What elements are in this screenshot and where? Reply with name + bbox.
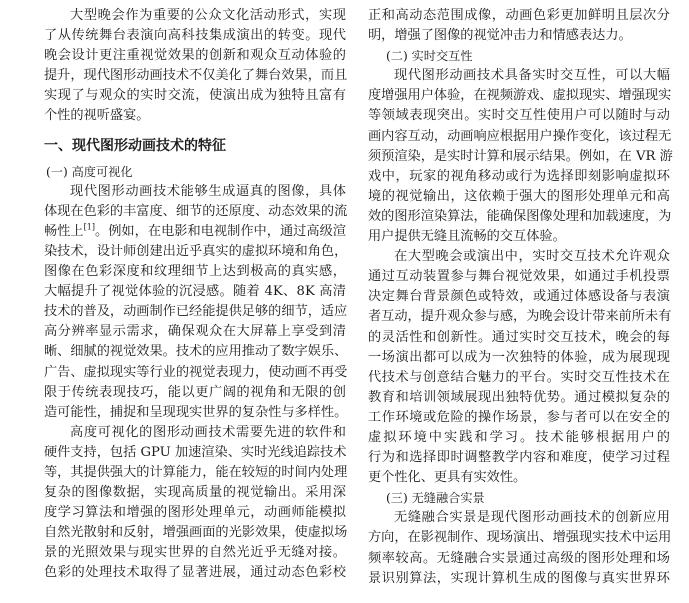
subheading-realtime-interaction: (二) 实时交互性 xyxy=(386,49,473,64)
text-fragment: 畅性上 xyxy=(44,223,84,239)
text-line: 决定舞台背景颜色或特效，或通过体感设备与表演 xyxy=(368,289,670,305)
text-line: 提升，现代图形动画技术不仅美化了舞台效果，而且 xyxy=(44,68,348,84)
subheading-seamless-fusion: (三) 无缝融合实景 xyxy=(386,491,485,506)
text-line: 效的图形渲染算法，能确保图像处理和加载速度，为 xyxy=(368,208,672,224)
text-line: 广告、虚拟现实等行业的视觉表现力，使动画不再受 xyxy=(44,364,348,380)
text-line: 教育和培训领域展现出独特优势。通过模拟复杂的 xyxy=(368,389,670,405)
intro-paragraph xyxy=(44,6,346,127)
continued-paragraph xyxy=(368,6,670,46)
text-line: 实现了与观众的实时交流，使演出成为独特且富有 xyxy=(44,88,346,104)
text-line: 在大型晚会或演出中，实时交互技术允许观众 xyxy=(394,249,670,265)
text-line: 更个性化、更具有实效性。 xyxy=(368,470,527,486)
text-line: 晚会设计更注重视觉效果的创新和观众互动体验的 xyxy=(44,48,346,64)
text-line: 大幅提升了视觉体验的沉浸感。随着 4K、8K 高清 xyxy=(44,284,346,300)
text-line: 代技术与创意结合魅力的平台。实时交互性技术在 xyxy=(368,369,670,385)
text-line: 无缝融合实景是现代图形动画技术的创新应用 xyxy=(394,510,670,526)
text-line: 画内容互动，动画响应根据用户操作变化，该过程无 xyxy=(368,128,672,144)
text-line: 技术的普及，动画制作已经能提供足够的细节，适应 xyxy=(44,304,348,320)
text-line: 了从传统舞台表演向高科技集成演出的转变。现代 xyxy=(44,28,346,44)
text-line-with-citation xyxy=(44,222,346,242)
text-line: 戏中，玩家的视角移动或行为选择即刻影响虚拟环 xyxy=(368,168,670,184)
text-line: 限于传统表现技巧，能以更广阔的视角和无限的创 xyxy=(44,384,346,400)
text-line: 晰、细腻的视觉效果。技术的应用推动了数字娱乐、 xyxy=(44,344,348,360)
text-line: 境的视觉输出，这依赖于强大的图形处理单元和高 xyxy=(368,188,670,204)
text-line: 个性的视听盛宴。 xyxy=(44,108,150,124)
text-line: 虚拟环境中实践和学习。技术能够根据用户的 xyxy=(368,429,670,445)
text-line: 色彩的处理技术取得了显著进展，通过动态色彩校 xyxy=(44,565,346,581)
section-heading: 一、现代图形动画技术的特征 xyxy=(44,137,226,154)
hardware-paragraph xyxy=(44,423,346,584)
text-line: 造可能性，捕捉和呈现现实世界的复杂性与多样性。 xyxy=(44,404,348,420)
text-line: 一场演出都可以成为一次独特的体验，成为展现现 xyxy=(368,349,670,365)
text-line: 现代图形动画技术能够生成逼真的图像，具体 xyxy=(70,183,346,199)
interaction-paragraph xyxy=(368,66,673,247)
text-fragment: 。例如，在电影和电视制作中，通过高级渲 xyxy=(94,223,347,239)
text-line: 染技术，设计师创建出近乎真实的虚拟环境和角色， xyxy=(44,243,348,259)
text-line: 用户提供无缝且流畅的交互体验。 xyxy=(368,229,566,245)
text-line: 图像在色彩深度和纹理细节上达到极高的真实感， xyxy=(44,264,346,280)
text-line: 明，增强了图像的视觉冲击力和情感表达力。 xyxy=(368,28,632,44)
text-line: 工作环境或危险的操作场景，参与者可以在安全的 xyxy=(368,409,670,425)
subheading-high-visualization: (一) 高度可视化 xyxy=(46,164,133,179)
visualization-paragraph xyxy=(44,182,346,423)
text-line: 通过互动装置参与舞台视觉效果，如通过手机投票 xyxy=(368,269,670,285)
text-line: 高度可视化的图形动画技术需要先进的软件和 xyxy=(70,424,346,440)
text-line: 者互动，提升观众参与感，为晚会设计带来前所未有 xyxy=(368,309,672,325)
text-line: 行为和选择即时调整教学内容和难度，使学习过程 xyxy=(368,450,670,466)
text-line: 硬件支持，包括 GPU 加速渲染、实时光线追踪技术 xyxy=(44,444,347,460)
text-line: 景的光照效果与现实世界的自然光近乎无缝对接。 xyxy=(44,545,346,561)
text-line: 频率较高。无缝融合实景通过高级的图形处理和场 xyxy=(368,550,670,566)
right-column xyxy=(368,6,673,589)
text-line: 等，其提供强大的计算能力，能在较短的时间内处理 xyxy=(44,464,348,480)
citation-marker: [1] xyxy=(83,222,95,232)
text-line: 方向，在影视制作、现场演出、增强现实技术中运用 xyxy=(368,530,672,546)
text-line: 度学习算法和增强的图形处理单元，动画师能模拟 xyxy=(44,505,346,521)
text-line: 大型晚会作为重要的公众文化活动形式，实现 xyxy=(70,8,346,23)
text-line: 等领域表现突出。实时交互性使用户可以随时与动 xyxy=(368,108,670,124)
text-line: 自然光散射和反射，增强画面的光影效果，使虚拟场 xyxy=(44,525,348,541)
text-line: 景识别算法，实现计算机生成的图像与真实世界环 xyxy=(368,570,670,586)
text-line: 高分辨率显示需求，确保观众在大屏幕上享受到清 xyxy=(44,324,346,340)
text-line: 须预渲染，是实时计算和展示结果。例如，在 VR 游 xyxy=(368,148,673,164)
fusion-paragraph xyxy=(368,508,670,588)
text-line: 的灵活性和创新性。通过实时交互技术，晚会的每 xyxy=(368,329,670,345)
text-line: 复杂的图像数据，实现高质量的视觉输出。采用深 xyxy=(44,485,346,501)
text-line: 体现在色彩的丰富度、细节的还原度、动态效果的流 xyxy=(44,203,348,219)
text-line: 现代图形动画技术具备实时交互性，可以大幅 xyxy=(394,68,670,84)
left-column xyxy=(44,6,346,584)
text-line: 度增强用户体验，在视频游戏、虚拟现实、增强现实 xyxy=(368,88,672,104)
gala-interaction-paragraph xyxy=(368,247,670,488)
text-line: 正和高动态范围成像，动画色彩更加鲜明且层次分 xyxy=(368,8,670,23)
